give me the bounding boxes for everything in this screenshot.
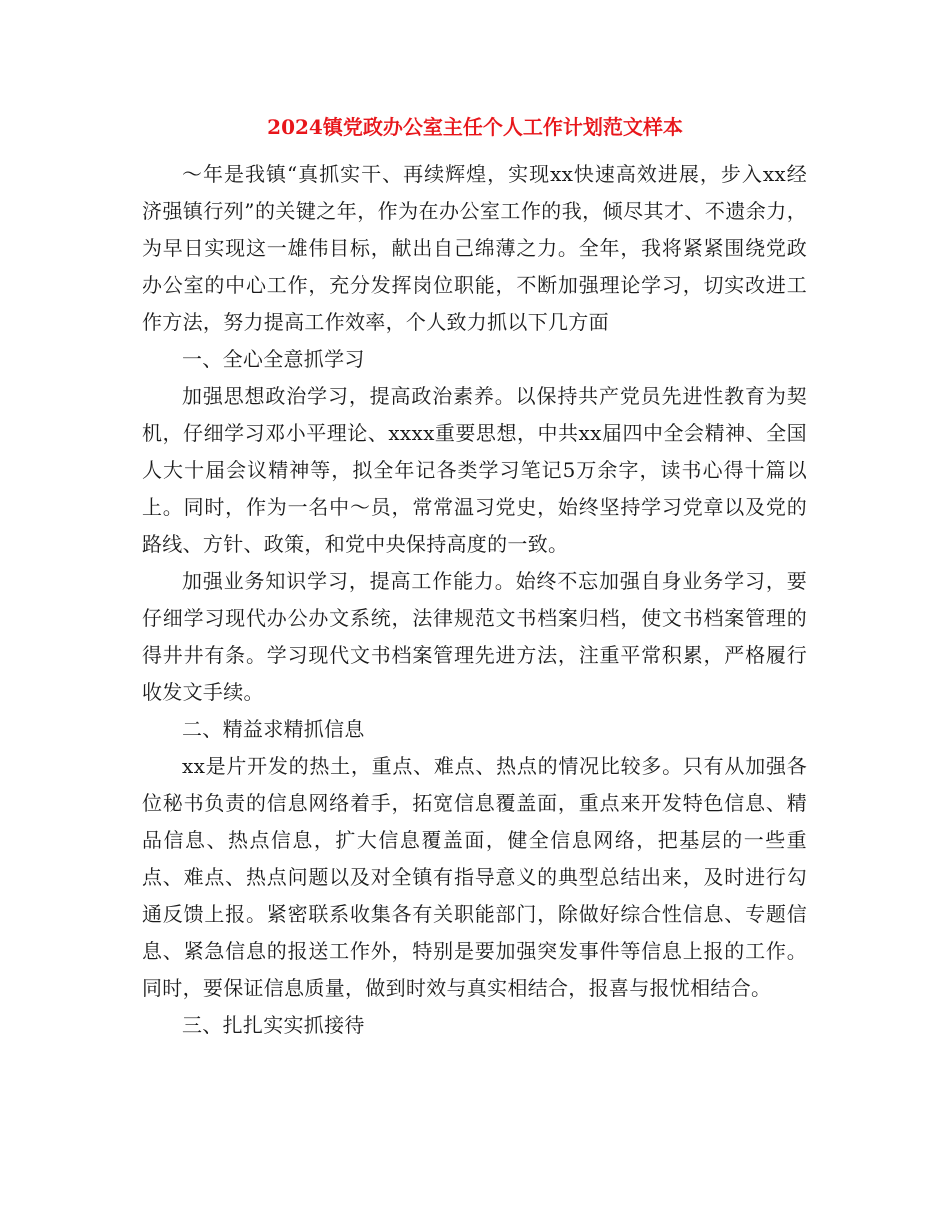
section-heading-study: 一、全心全意抓学习	[182, 347, 365, 371]
paragraph-information: xx是片开发的热土，重点、难点、热点的情况比较多。只有从加强各位秘书负责的信息网络着手，拓宽信息覆盖面，重点来开发特色信息、精品信息、热点信息，扩大信息覆盖面，健全信息网络，把基层的一些重点、难点、热点问题以及对全镇有指导意义的典型总结出来，及时进行勾通反馈上报。紧密联系收集各有关职能部门，除做好综合性信息、专题信息、紧急信息的报送工作外，特别是要加强突发事件等信息上报的工作。同时，要保证信息质量，做到时效与真实相结合，报喜与报忧相结合。	[142, 754, 807, 1000]
section-heading-reception: 三、扎扎实实抓接待	[182, 1013, 365, 1037]
paragraph-political-study: 加强思想政治学习，提高政治素养。以保持共产党员先进性教育为契机，仔细学习邓小平理论、xxxx重要思想，中共xx届四中全会精神、全国人大十届会议精神等，拟全年记各类学习笔记5万余字，读书心得十篇以上。同时，作为一名中～员，常常温习党史，始终坚持学习党章以及党的路线、方针、政策，和党中央保持高度的一致。	[142, 384, 807, 556]
paragraph-intro: ～年是我镇“真抓实干、再续辉煌，实现xx快速高效进展，步入xx经济强镇行列”的关键之年，作为在办公室工作的我，倾尽其才、不遗余力，为早日实现这一雄伟目标，献出自己绵薄之力。全年，我将紧紧围绕党政办公室的中心工作，充分发挥岗位职能，不断加强理论学习，切实改进工作方法，努力提高工作效率，个人致力抓以下几方面	[142, 162, 807, 334]
document-body	[142, 156, 807, 1044]
section-heading-information: 二、精益求精抓信息	[182, 717, 365, 741]
paragraph-business-study: 加强业务知识学习，提高工作能力。始终不忘加强自身业务学习，要仔细学习现代办公办文系统，法律规范文书档案归档，使文书档案管理的得井井有条。学习现代文书档案管理先进方法，注重平常积累，严格履行收发文手续。	[142, 569, 807, 704]
document-title: 2024镇党政办公室主任个人工作计划范文样本	[267, 115, 683, 139]
